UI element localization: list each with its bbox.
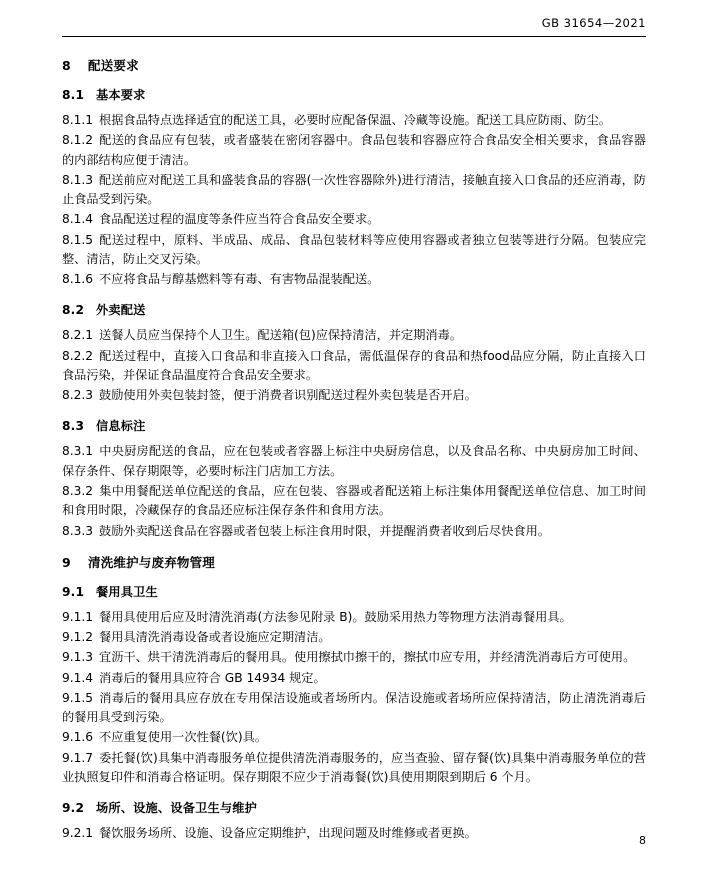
paragraph-8-1-2 bbox=[62, 131, 646, 170]
paragraph-text: 不应将食品与醇基燃料等有毒、有害物品混装配送。 bbox=[99, 272, 380, 287]
paragraph-number: 8.1.5 bbox=[62, 232, 94, 247]
paragraph-8-1-3 bbox=[62, 171, 646, 210]
subsection-number-9-2: 9.2 bbox=[62, 801, 85, 816]
paragraph-text: 餐用具清洗消毒设备或者设施应定期清洁。 bbox=[99, 630, 331, 645]
subsection-number-8-1: 8.1 bbox=[62, 88, 85, 102]
subsection-title-8-1: 基本要求 bbox=[96, 88, 146, 102]
paragraph-text: 根据食品特点选择适宜的配送工具，必要时应配备保温、冷藏等设施。配送工具应防雨、防尘。 bbox=[99, 113, 611, 127]
paragraph-text: 鼓励使用外卖包装封签，便于消费者识别配送过程外卖包装是否开启。 bbox=[99, 388, 477, 403]
paragraph-8-3-3 bbox=[62, 522, 646, 541]
paragraph-text: 委托餐(饮)具集中消毒服务单位提供清洗消毒服务的，应当查验、留存餐(饮)具集中消毒服务单位的营业执照复印件和消毒合格证明。保存期限不应少于消毒餐(饮)具使用期限到期后 6 个月。 bbox=[62, 750, 646, 784]
paragraph-8-3-1 bbox=[62, 442, 646, 481]
paragraph-text: 配送的食品应有包装，或者盛装在密闭容器中。食品包装和容器应符合食品安全相关要求，食品容器的内部结构应便于清洁。 bbox=[62, 133, 646, 167]
subsection-number-8-2: 8.2 bbox=[62, 303, 85, 318]
paragraph-number: 8.2.1 bbox=[62, 328, 94, 343]
paragraph-text: 配送过程中，原料、半成品、成品、食品包装材料等应使用容器或者独立包装等进行分隔。包装应完整、清洁，防止交叉污染。 bbox=[62, 232, 646, 266]
paragraph-number: 9.1.3 bbox=[62, 650, 94, 665]
paragraph-8-2-1 bbox=[62, 326, 646, 345]
paragraph-number: 8.1.6 bbox=[62, 272, 94, 287]
paragraph-text: 集中用餐配送单位配送的食品，应在包装、容器或者配送箱上标注集体用餐配送单位信息、加工时间和食用时限，冷藏保存的食品还应标注保存条件和食用方法。 bbox=[62, 483, 646, 518]
section-number-8: 8 bbox=[62, 58, 71, 73]
paragraph-text: 中央厨房配送的食品，应在包装或者容器上标注中央厨房信息，以及食品名称、中央厨房加工时间、保存条件、保存期限等，必要时标注门店加工方法。 bbox=[62, 444, 646, 478]
section-heading-8 bbox=[62, 56, 646, 74]
paragraph-number: 9.2.1 bbox=[62, 826, 94, 841]
paragraph-8-1-4 bbox=[62, 210, 646, 229]
subsection-number-8-3: 8.3 bbox=[62, 419, 85, 434]
subsection-number-9-1: 9.1 bbox=[62, 584, 85, 599]
section-title-9: 清洗维护与废弃物管理 bbox=[88, 554, 216, 570]
paragraph-number: 8.1.1 bbox=[62, 113, 94, 127]
subsection-heading-9-1 bbox=[62, 583, 646, 600]
subsection-heading-8-3 bbox=[62, 417, 646, 434]
paragraph-text: 配送过程中，直接入口食品和非直接入口食品，需低温保存的食品和热food品应分隔，防止直接入口食品污染，并保证食品温度符合食品安全要求。 bbox=[62, 348, 646, 382]
header-divider bbox=[62, 36, 646, 37]
paragraph-number: 8.3.1 bbox=[62, 444, 94, 459]
paragraph-9-1-3 bbox=[62, 648, 646, 667]
paragraph-8-2-3 bbox=[62, 386, 646, 405]
paragraph-text: 餐饮服务场所、设施、设备应定期维护，出现问题及时维修或者更换。 bbox=[99, 826, 477, 841]
paragraph-9-1-4 bbox=[62, 669, 646, 688]
section-title-8: 配送要求 bbox=[88, 58, 139, 73]
paragraph-number: 9.1.5 bbox=[62, 690, 94, 705]
paragraph-number: 8.1.2 bbox=[62, 133, 94, 148]
paragraph-number: 8.3.3 bbox=[62, 523, 94, 538]
paragraph-8-3-2 bbox=[62, 482, 646, 521]
paragraph-text: 不应重复使用一次性餐(饮)具。 bbox=[99, 730, 267, 745]
subsection-heading-9-2 bbox=[62, 799, 646, 816]
paragraph-text: 宜沥干、烘干清洗消毒后的餐用具。使用擦拭巾擦干的，擦拭巾应专用，并经清洗消毒后方可使用。 bbox=[99, 650, 636, 665]
paragraph-9-1-7 bbox=[62, 749, 646, 788]
paragraph-text: 配送前应对配送工具和盛装食品的容器(一次性容器除外)进行清洁，接触直接入口食品的还应消毒，防止食品受到污染。 bbox=[62, 172, 646, 207]
paragraph-number: 9.1.7 bbox=[62, 750, 94, 765]
paragraph-number: 9.1.4 bbox=[62, 670, 94, 685]
paragraph-number: 9.1.1 bbox=[62, 609, 94, 624]
paragraph-number: 8.1.3 bbox=[62, 172, 94, 187]
paragraph-9-1-6 bbox=[62, 728, 646, 747]
subsection-title-9-1: 餐用具卫生 bbox=[96, 584, 158, 599]
subsection-title-8-3: 信息标注 bbox=[96, 419, 146, 434]
subsection-title-9-2: 场所、设施、设备卫生与维护 bbox=[96, 801, 258, 816]
document-body bbox=[62, 44, 646, 844]
paragraph-number: 8.2.2 bbox=[62, 348, 94, 363]
paragraph-number: 8.3.2 bbox=[62, 483, 94, 498]
section-number-9: 9 bbox=[62, 554, 71, 570]
paragraph-9-1-1 bbox=[62, 608, 646, 627]
paragraph-number: 9.1.6 bbox=[62, 730, 94, 745]
paragraph-9-1-2 bbox=[62, 628, 646, 647]
paragraph-number: 8.2.3 bbox=[62, 388, 94, 403]
paragraph-number: 9.1.2 bbox=[62, 630, 94, 645]
paragraph-9-1-5 bbox=[62, 689, 646, 728]
subsection-heading-8-2 bbox=[62, 301, 646, 318]
paragraph-text: 餐用具使用后应及时清洗消毒(方法参见附录 B)。鼓励采用热力等物理方法消毒餐用具。 bbox=[99, 609, 572, 624]
section-heading-9 bbox=[62, 553, 646, 571]
subsection-heading-8-1 bbox=[62, 86, 646, 103]
page-header-standard-code: GB 31654—2021 bbox=[541, 16, 646, 30]
paragraph-9-2-1 bbox=[62, 824, 646, 843]
paragraph-8-1-1 bbox=[62, 111, 646, 130]
paragraph-8-1-6 bbox=[62, 270, 646, 289]
page-footer-number: 8 bbox=[639, 834, 646, 847]
paragraph-text: 食品配送过程的温度等条件应当符合食品安全要求。 bbox=[99, 212, 380, 227]
paragraph-text: 送餐人员应当保持个人卫生。配送箱(包)应保持清洁，并定期消毒。 bbox=[99, 328, 462, 343]
paragraph-number: 8.1.4 bbox=[62, 212, 94, 227]
paragraph-8-1-5 bbox=[62, 231, 646, 270]
paragraph-text: 消毒后的餐用具应存放在专用保洁设施或者场所内。保洁设施或者场所应保持清洁，防止清洗消毒后的餐用具受到污染。 bbox=[62, 690, 646, 725]
paragraph-text: 消毒后的餐用具应符合 GB 14934 规定。 bbox=[99, 670, 326, 685]
subsection-title-8-2: 外卖配送 bbox=[96, 303, 146, 318]
paragraph-text: 鼓励外卖配送食品在容器或者包装上标注食用时限，并提醒消费者收到后尽快食用。 bbox=[99, 523, 550, 538]
paragraph-8-2-2 bbox=[62, 347, 646, 386]
